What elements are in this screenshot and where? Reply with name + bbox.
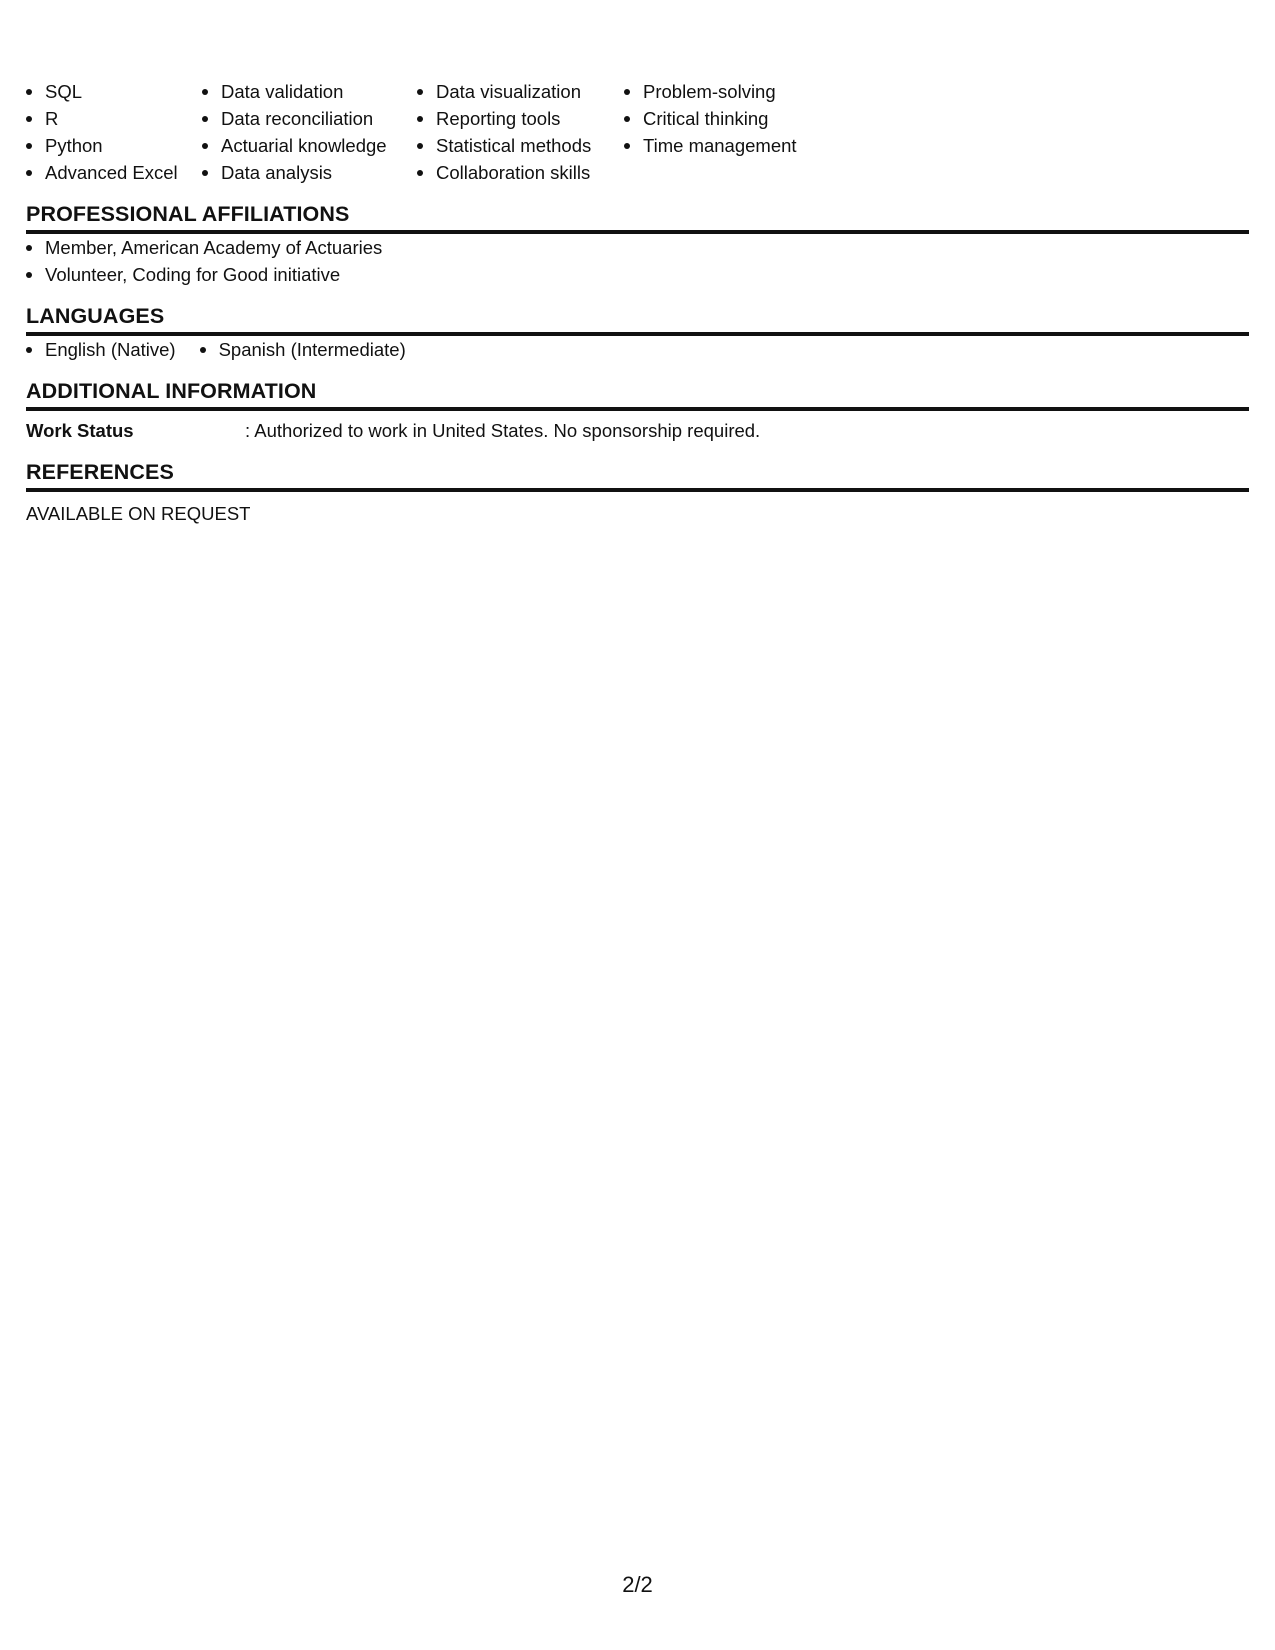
section-title-languages: LANGUAGES xyxy=(26,302,1249,336)
skill-item: Collaboration skills xyxy=(417,159,624,186)
skill-item: Critical thinking xyxy=(624,105,824,132)
skill-item: Reporting tools xyxy=(417,105,624,132)
work-status-label: Work Status xyxy=(26,420,134,441)
languages-list xyxy=(26,336,1249,363)
skill-item: Advanced Excel xyxy=(26,159,202,186)
language-item: English (Native) xyxy=(26,336,176,363)
section-title-additional-info: ADDITIONAL INFORMATION xyxy=(26,377,1249,411)
skill-item: Data reconciliation xyxy=(202,105,417,132)
language-item: Spanish (Intermediate) xyxy=(200,336,406,363)
skills-column-4 xyxy=(624,78,824,159)
affiliations-list xyxy=(26,234,1249,288)
skill-item: Problem-solving xyxy=(624,78,824,105)
affiliations-section xyxy=(26,200,1249,288)
skill-item: Statistical methods xyxy=(417,132,624,159)
skill-item: Python xyxy=(26,132,202,159)
references-text: AVAILABLE ON REQUEST xyxy=(26,503,251,524)
skill-item: Data visualization xyxy=(417,78,624,105)
resume-page xyxy=(26,78,1249,527)
page-number: 2/2 xyxy=(622,1572,653,1597)
skill-item: Data validation xyxy=(202,78,417,105)
references-section xyxy=(26,458,1249,527)
work-status-value: : Authorized to work in United States. No sponsorship required. xyxy=(245,420,761,441)
skill-item: R xyxy=(26,105,202,132)
additional-info-section xyxy=(26,377,1249,444)
affiliation-item: Volunteer, Coding for Good initiative xyxy=(26,261,1249,288)
section-title-affiliations: PROFESSIONAL AFFILIATIONS xyxy=(26,200,1249,234)
work-status-row xyxy=(26,417,1249,444)
skill-item: Actuarial knowledge xyxy=(202,132,417,159)
skills-grid xyxy=(26,78,1249,186)
section-title-references: REFERENCES xyxy=(26,458,1249,492)
affiliation-item: Member, American Academy of Actuaries xyxy=(26,234,1249,261)
skill-item: Time management xyxy=(624,132,824,159)
skills-column-1 xyxy=(26,78,202,186)
skills-column-3 xyxy=(417,78,624,186)
languages-section xyxy=(26,302,1249,363)
skill-item: SQL xyxy=(26,78,202,105)
skills-column-2 xyxy=(202,78,417,186)
skill-item: Data analysis xyxy=(202,159,417,186)
